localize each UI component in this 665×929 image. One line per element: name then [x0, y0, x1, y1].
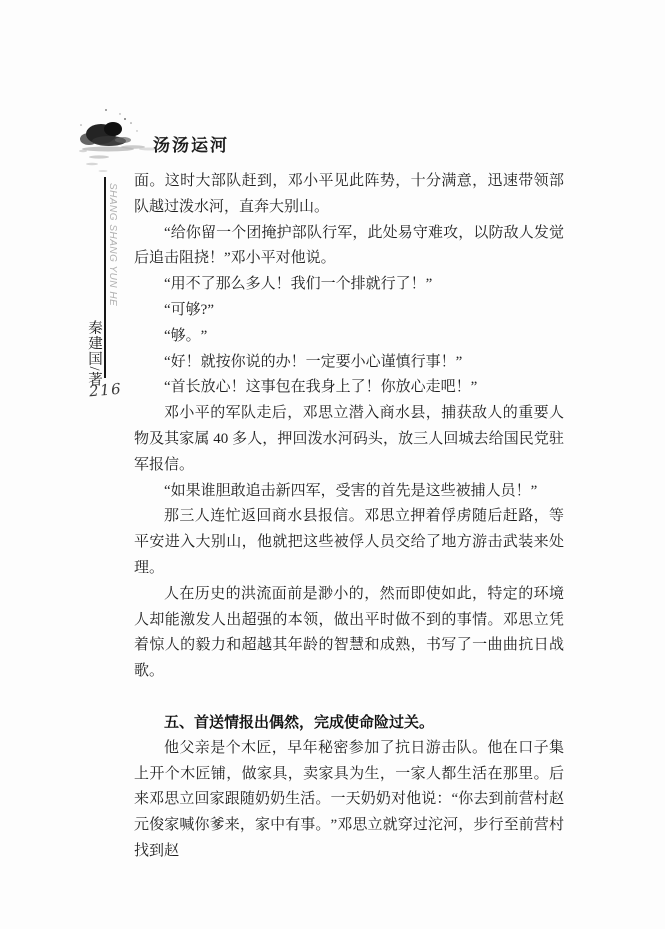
body-paragraph: 邓小平的军队走后，邓思立潜入商水县，捕获敌人的重要人物及其家属 40 多人，押回泼水河码头，放三人回城去给国民党驻军报信。 [134, 405, 564, 473]
book-title: 汤汤运河 [153, 136, 229, 155]
romanized-book-title: SHANG SHANG YUN HE [107, 183, 118, 307]
section-heading: 五、首送情报出偶然，完成使命险过关。 [164, 713, 435, 731]
body-paragraph: “首长放心！这事包在我身上了！你放心走吧！” [164, 379, 478, 396]
page-number: 216 [88, 379, 123, 401]
ink-wash-landscape-icon [73, 106, 161, 178]
author-byline: 秦建国/著 [86, 320, 102, 388]
body-paragraph: 他父亲是个木匠，早年秘密参加了抗日游击队。他在口子集上开个木匠铺，做家具，卖家具为生，一家人都生活在那里。后来邓思立回家跟随奶奶生活。一天奶奶对他说：“你去到前营村赵元俊家喊你爹来，家中有事。”邓思立就穿过沱河，步行至前营村找到赵 [134, 739, 564, 859]
body-paragraph: 人在历史的洪流面前是渺小的，然而即使如此，特定的环境人却能激发人出超强的本领，做出平时做不到的事情。邓思立凭着惊人的毅力和超越其年龄的智慧和成熟，书写了一曲曲抗日战歌。 [134, 585, 564, 680]
body-paragraph: “用不了那么多人！我们一个排就行了！” [164, 276, 433, 293]
body-text-block [134, 169, 564, 865]
body-paragraph: “给你留一个团掩护部队行军，此处易守难攻，以防敌人发觉后追击阻挠！”邓小平对他说。 [134, 224, 564, 267]
body-paragraph: “可够?” [164, 301, 214, 318]
body-paragraph: 那三人连忙返回商水县报信。邓思立押着俘虏随后赶路，等平安进入大别山，他就把这些被俘人员交给了地方游击武装来处理。 [134, 508, 564, 576]
body-paragraph: 面。这时大部队赶到，邓小平见此阵势，十分满意，迅速带领部队越过泼水河，直奔大别山。 [134, 173, 564, 215]
body-paragraph: “好！就按你说的办！一定要小心谨慎行事！” [164, 353, 463, 370]
body-paragraph: “够。” [164, 327, 208, 344]
body-paragraph: “如果谁胆敢追击新四军，受害的首先是这些被捕人员！” [164, 482, 538, 499]
